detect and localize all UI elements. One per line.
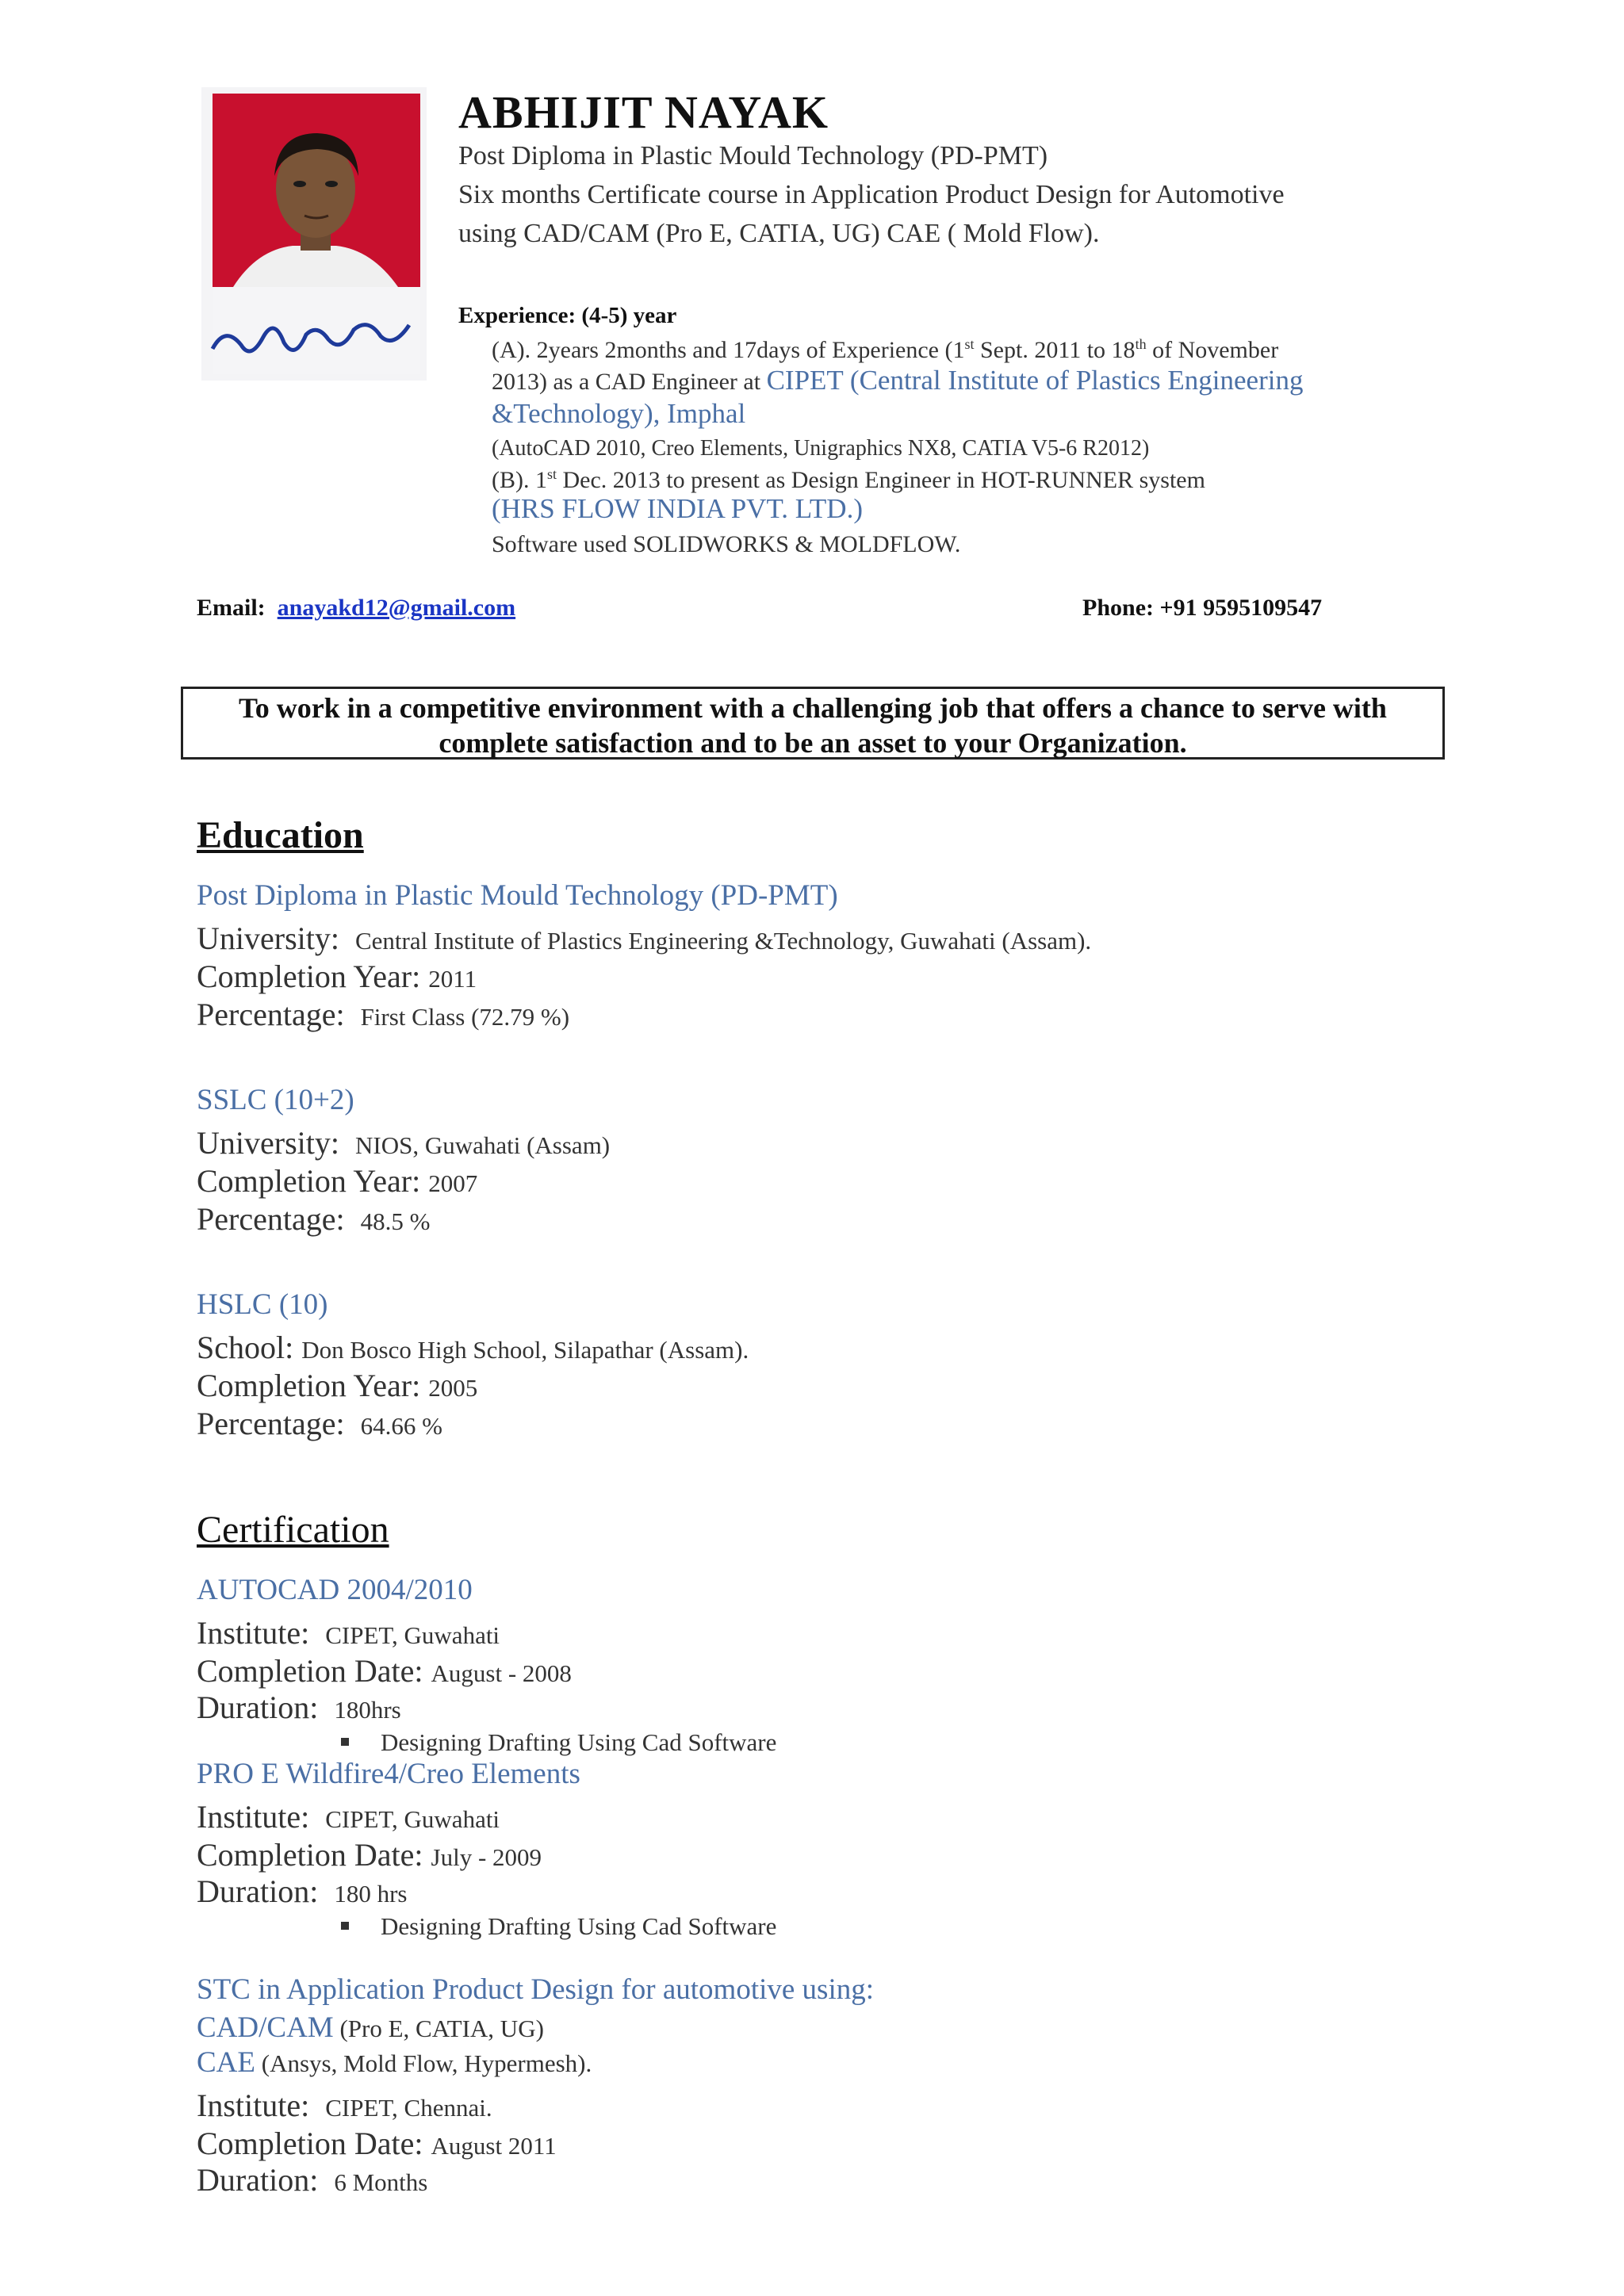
education-row: Completion Year: 2005 (197, 1368, 478, 1403)
career-objective: To work in a competitive environment with a challenging job that offers a chance to serve with complete satisfaction and to be an asset to your Organization. (181, 687, 1445, 760)
certification-sub: CAD/CAM (Pro E, CATIA, UG) (197, 2011, 544, 2044)
email-row: Email: anayakd12@gmail.com (197, 595, 516, 621)
experience-a-line2: 2013) as a CAD Engineer at CIPET (Central Institute of Plastics Engineering (492, 365, 1304, 396)
education-title: SSLC (10+2) (197, 1084, 354, 1116)
education-row: Percentage: First Class (72.79 %) (197, 997, 570, 1032)
certification-title: STC in Application Product Design for automotive using: (197, 1973, 875, 2006)
phone: Phone: +91 9595109547 (1082, 595, 1323, 621)
employer-hrs-flow: (HRS FLOW INDIA PVT. LTD.) (492, 493, 863, 524)
header-course: Six months Certificate course in Application Product Design for Automotive (458, 180, 1285, 209)
bullet-icon (341, 1738, 349, 1746)
education-row: Completion Year: 2011 (197, 959, 477, 994)
certification-row: Completion Date: August - 2008 (197, 1653, 572, 1689)
experience-b-software: Software used SOLIDWORKS & MOLDFLOW. (492, 531, 961, 557)
education-heading: Education (197, 814, 364, 856)
experience-a-line1: (A). 2years 2months and 17days of Experience (1st Sept. 2011 to 18th of November (492, 336, 1279, 363)
education-row: Percentage: 64.66 % (197, 1406, 442, 1441)
email-link[interactable]: anayakd12@gmail.com (277, 595, 516, 621)
education-row: Completion Year: 2007 (197, 1163, 478, 1199)
education-row: School: Don Bosco High School, Silapathar (Assam). (197, 1330, 749, 1365)
education-row: University: NIOS, Guwahati (Assam) (197, 1125, 611, 1161)
education-row: University: Central Institute of Plastics Engineering &Technology, Guwahati (Assam). (197, 920, 1092, 956)
certification-row: Institute: CIPET, Chennai. (197, 2087, 492, 2123)
experience-b-line1: (B). 1st Dec. 2013 to present as Design Engineer in HOT-RUNNER system (492, 466, 1205, 493)
header-qualification: Post Diploma in Plastic Mould Technology (PD-PMT) (458, 141, 1048, 170)
certification-row: Institute: CIPET, Guwahati (197, 1799, 500, 1835)
candidate-name: ABHIJIT NAYAK (458, 86, 829, 138)
certification-row: Completion Date: July - 2009 (197, 1837, 542, 1873)
education-title: HSLC (10) (197, 1288, 328, 1321)
certification-row: Institute: CIPET, Guwahati (197, 1615, 500, 1651)
certification-row: Duration: 180 hrs (197, 1873, 408, 1909)
employer-cipet-cont: &Technology), Imphal (492, 398, 746, 429)
certification-bullet: Designing Drafting Using Cad Software (341, 1728, 776, 1757)
certification-heading: Certification (197, 1509, 389, 1551)
certification-row: Completion Date: August 2011 (197, 2126, 557, 2161)
certification-bullet: Designing Drafting Using Cad Software (341, 1912, 776, 1941)
certification-row: Duration: 180hrs (197, 1689, 401, 1725)
certification-sub: CAE (Ansys, Mold Flow, Hypermesh). (197, 2046, 592, 2079)
header-course-cont: using CAD/CAM (Pro E, CATIA, UG) CAE ( Mold Flow). (458, 219, 1100, 248)
employer-cipet: CIPET (Central Institute of Plastics Engineering (766, 365, 1304, 396)
certification-title: AUTOCAD 2004/2010 (197, 1574, 473, 1606)
education-row: Percentage: 48.5 % (197, 1201, 431, 1237)
certification-title: PRO E Wildfire4/Creo Elements (197, 1758, 580, 1790)
profile-photo (201, 87, 427, 381)
education-title: Post Diploma in Plastic Mould Technology (PD-PMT) (197, 879, 838, 912)
bullet-icon (341, 1922, 349, 1930)
experience-a-tools: (AutoCAD 2010, Creo Elements, Unigraphics NX8, CATIA V5-6 R2012) (492, 436, 1150, 461)
certification-row: Duration: 6 Months (197, 2162, 428, 2198)
experience-heading: Experience: (4-5) year (458, 303, 677, 328)
